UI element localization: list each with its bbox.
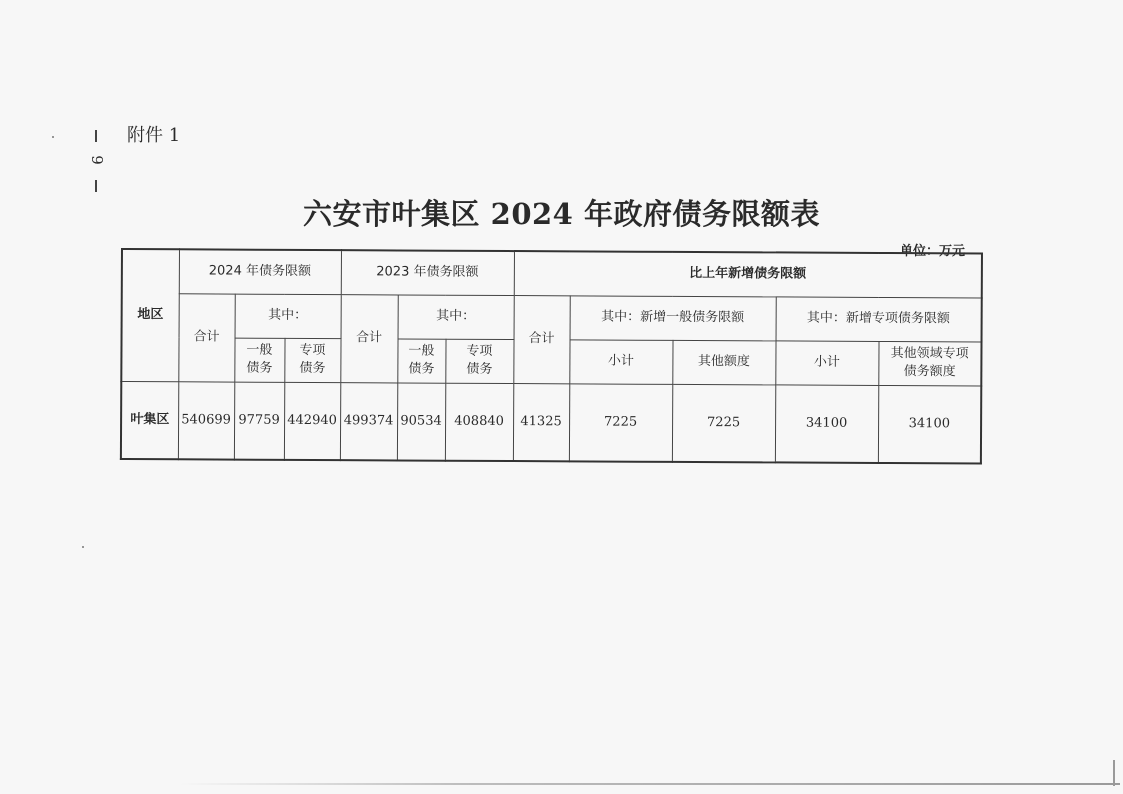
cell-special-2023: 408840 — [445, 383, 513, 461]
header-special-other-field-line1: 其他领域专项 — [890, 346, 969, 362]
attachment-label: 附件 1 — [127, 125, 181, 146]
header-total-increase: 合计 — [513, 295, 569, 383]
page-number-dash-bottom — [95, 180, 97, 192]
header-general-2023-line1: 一般 — [408, 343, 435, 359]
header-special-2024-line1: 专项 — [299, 342, 326, 359]
header-total-2024: 合计 — [178, 293, 234, 381]
header-general-2024-line2: 债务 — [246, 360, 273, 376]
header-row-2 — [122, 293, 982, 342]
header-increase: 比上年新增债务限额 — [514, 251, 982, 297]
header-general-subtotal: 小计 — [569, 339, 672, 384]
header-total-2023: 合计 — [340, 294, 397, 382]
header-of-which-2023: 其中： — [398, 294, 514, 339]
header-general-other-quota: 其他额度 — [672, 340, 775, 385]
cell-total-2023: 499374 — [340, 382, 397, 460]
debt-limit-table-wrapper — [120, 248, 983, 465]
debt-limit-table — [120, 248, 983, 465]
header-general-2023 — [397, 338, 445, 382]
header-general-2024-line1: 一般 — [246, 342, 273, 358]
cell-general-2023: 90534 — [397, 382, 445, 460]
header-special-2024-line2: 债务 — [299, 360, 326, 377]
cell-general-2024: 97759 — [234, 382, 284, 460]
header-row-1 — [122, 249, 982, 298]
cell-new-general-other: 7225 — [672, 384, 775, 463]
header-limit-2023: 2023 年债务限额 — [341, 250, 514, 295]
header-of-which-2024: 其中： — [235, 294, 341, 339]
cell-new-special-subtotal: 34100 — [775, 384, 878, 463]
header-limit-2024: 2024 年债务限额 — [179, 249, 341, 294]
header-special-2023-line1: 专项 — [466, 343, 493, 359]
cell-region: 叶集区 — [121, 381, 178, 459]
header-special-2023-line2: 债务 — [466, 361, 493, 377]
cell-total-2024: 540699 — [178, 381, 234, 459]
scan-speck — [52, 136, 54, 138]
page-number — [86, 128, 106, 198]
page-number-text: 9 — [88, 155, 106, 165]
cell-increase-total: 41325 — [513, 383, 569, 461]
header-special-other-field-line2: 债务额度 — [903, 364, 956, 380]
header-general-2023-line2: 债务 — [408, 361, 435, 377]
header-special-subtotal: 小计 — [775, 340, 878, 385]
page-number-dash-top — [95, 130, 97, 142]
unit-label: 单位：万元 — [900, 244, 966, 259]
header-special-2023 — [445, 339, 513, 383]
header-new-general: 其中：新增一般债务限额 — [570, 295, 776, 340]
header-general-2024 — [234, 338, 284, 382]
header-special-other-field — [878, 341, 981, 386]
header-region: 地区 — [121, 249, 179, 381]
scan-edge-bottom — [180, 783, 1120, 785]
cell-new-general-subtotal: 7225 — [569, 383, 672, 462]
cell-new-special-other-field: 34100 — [878, 385, 981, 464]
document-title: 六安市叶集区 2024 年政府债务限额表 — [303, 197, 820, 231]
scan-edge-right — [1113, 760, 1115, 786]
cell-special-2024: 442940 — [284, 382, 340, 460]
table-row — [121, 381, 981, 464]
header-special-2024 — [284, 338, 340, 382]
header-new-special: 其中：新增专项债务限额 — [776, 296, 982, 341]
scan-speck — [82, 546, 84, 548]
